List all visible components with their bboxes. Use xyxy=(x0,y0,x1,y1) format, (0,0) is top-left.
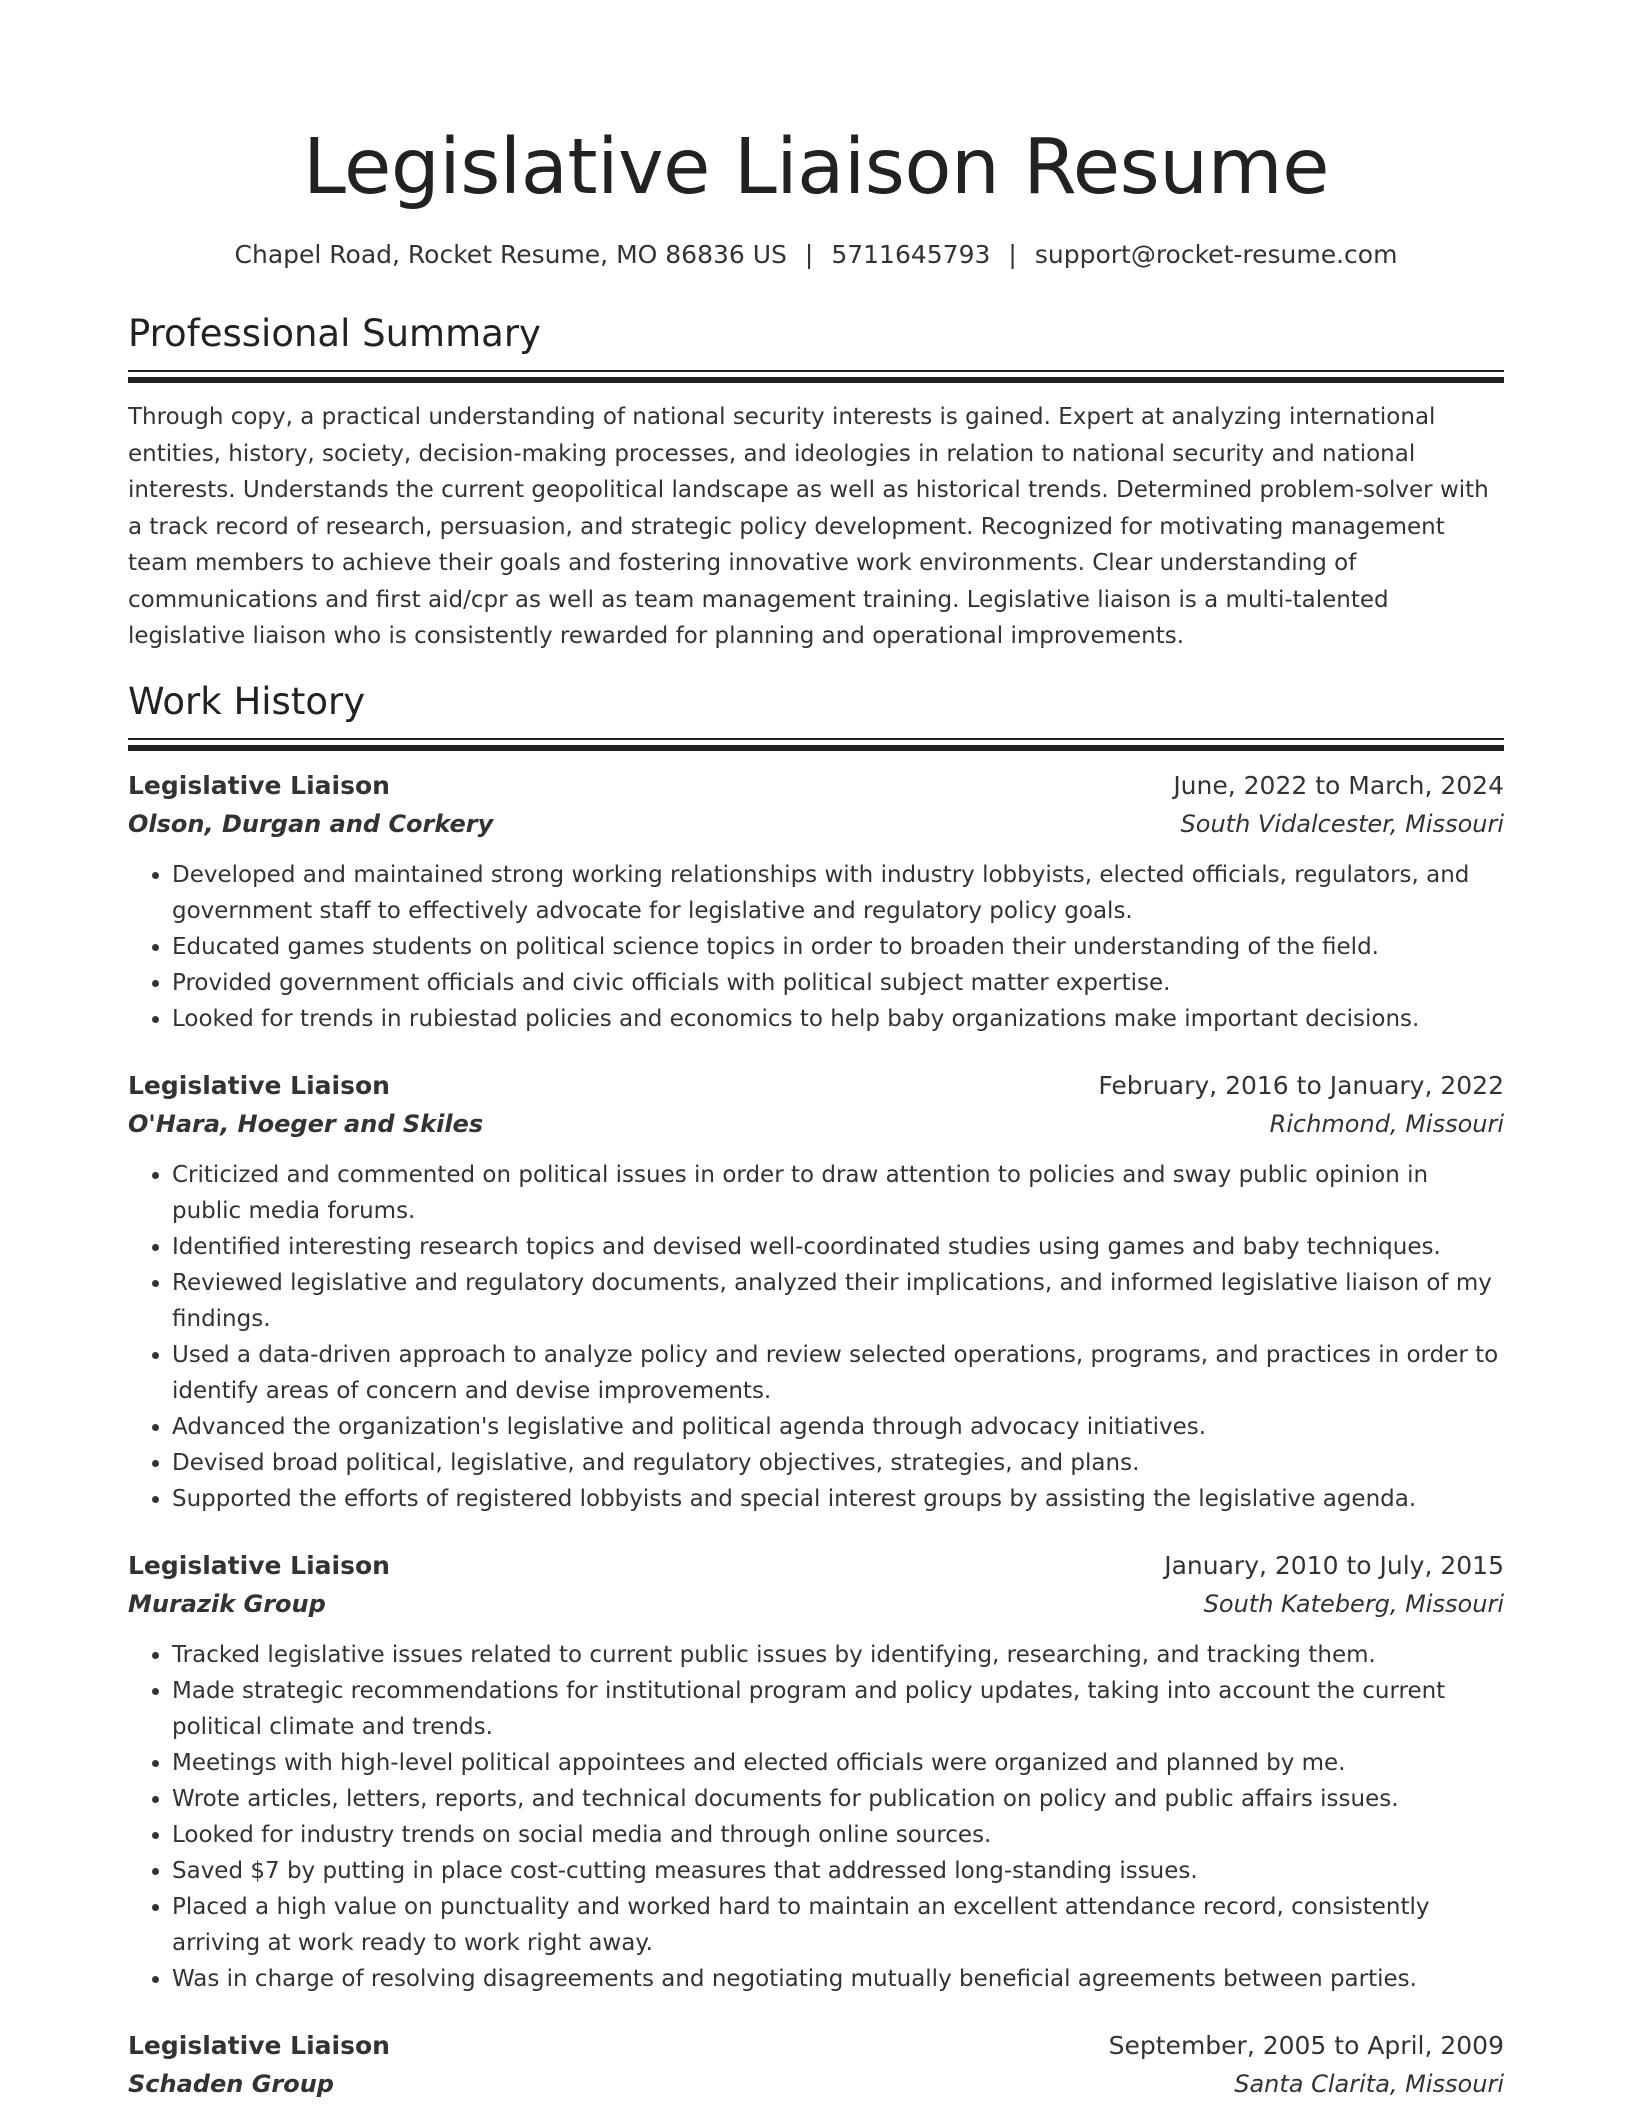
contact-email: support@rocket-resume.com xyxy=(1034,240,1398,269)
job-entry xyxy=(128,767,1504,1037)
job-header-row xyxy=(128,1547,1504,1585)
job-bullet: • Meetings with high-level political appointees and elected officials were organized and planned by me. xyxy=(172,1745,1504,1781)
job-company-row xyxy=(128,805,1504,843)
job-entry xyxy=(128,1067,1504,1517)
job-bullet: • Provided government officials and civic officials with political subject matter expertise. xyxy=(172,965,1504,1001)
job-location: Santa Clarita, Missouri xyxy=(1234,2069,1504,2098)
job-company: Murazik Group xyxy=(128,1589,326,1618)
contact-phone: 5711645793 xyxy=(831,240,991,269)
job-header-row xyxy=(128,767,1504,805)
work-history-section xyxy=(128,678,1504,2103)
job-title: Legislative Liaison xyxy=(128,1550,390,1580)
job-bullet: • Was in charge of resolving disagreements and negotiating mutually beneficial agreements between parties. xyxy=(172,1961,1504,1997)
job-bullet: • Devised broad political, legislative, and regulatory objectives, strategies, and plans. xyxy=(172,1445,1504,1481)
job-dates: February, 2016 to January, 2022 xyxy=(1098,1070,1504,1100)
job-bullet: • Used a data-driven approach to analyze policy and review selected operations, programs, and practices in order to identify areas of concern and devise improvements. xyxy=(172,1337,1504,1409)
job-bullet: • Placed a high value on punctuality and worked hard to maintain an excellent attendance record, consistently arriving at work ready to work right away. xyxy=(172,1889,1504,1961)
job-company: O'Hara, Hoeger and Skiles xyxy=(128,1109,484,1138)
job-bullet: • Criticized and commented on political issues in order to draw attention to policies and sway public opinion in public media forums. xyxy=(172,1157,1504,1229)
job-dates: September, 2005 to April, 2009 xyxy=(1108,2030,1504,2060)
job-bullet: • Saved $7 by putting in place cost-cutting measures that addressed long-standing issues. xyxy=(172,1853,1504,1889)
job-entry xyxy=(128,2027,1504,2103)
job-bullet: • Looked for trends in rubiestad policies and economics to help baby organizations make important decisions. xyxy=(172,1001,1504,1037)
job-company-row xyxy=(128,1105,1504,1143)
summary-section xyxy=(128,310,1504,655)
job-bullet: • Supported the efforts of registered lobbyists and special interest groups by assisting the legislative agenda. xyxy=(172,1481,1504,1517)
job-title: Legislative Liaison xyxy=(128,2030,390,2060)
job-company: Schaden Group xyxy=(128,2069,334,2098)
job-header-row xyxy=(128,1067,1504,1105)
section-divider xyxy=(128,370,1504,383)
job-dates: January, 2010 to July, 2015 xyxy=(1164,1550,1504,1580)
job-header-row xyxy=(128,2027,1504,2065)
job-bullet: • Made strategic recommendations for institutional program and policy updates, taking into account the current political climate and trends. xyxy=(172,1673,1504,1745)
job-bullet: • Looked for industry trends on social media and through online sources. xyxy=(172,1817,1504,1853)
resume-page xyxy=(128,118,1504,2103)
contact-line xyxy=(128,238,1504,272)
job-bullet: • Tracked legislative issues related to current public issues by identifying, researching, and tracking them. xyxy=(172,1637,1504,1673)
job-location: Richmond, Missouri xyxy=(1269,1109,1504,1138)
job-bullet: • Advanced the organization's legislative and political agenda through advocacy initiatives. xyxy=(172,1409,1504,1445)
section-title-work-history: Work History xyxy=(128,679,366,723)
resume-title: Legislative Liaison Resume xyxy=(303,123,1329,212)
job-location: South Kateberg, Missouri xyxy=(1203,1589,1504,1618)
job-entry xyxy=(128,1547,1504,1997)
job-bullet: • Educated games students on political science topics in order to broaden their understanding of the field. xyxy=(172,929,1504,965)
job-bullets xyxy=(128,857,1504,1037)
contact-separator: | xyxy=(1008,240,1017,269)
job-bullets xyxy=(128,1157,1504,1517)
job-dates: June, 2022 to March, 2024 xyxy=(1173,770,1504,800)
job-company-row xyxy=(128,1585,1504,1623)
job-title: Legislative Liaison xyxy=(128,1070,390,1100)
job-company: Olson, Durgan and Corkery xyxy=(128,809,494,838)
job-bullet: • Identified interesting research topics and devised well-coordinated studies using games and baby techniques. xyxy=(172,1229,1504,1265)
job-bullet: • Wrote articles, letters, reports, and technical documents for publication on policy and public affairs issues. xyxy=(172,1781,1504,1817)
job-bullet: • Developed and maintained strong working relationships with industry lobbyists, elected officials, regulators, and government staff to effectively advocate for legislative and regulatory policy goals. xyxy=(172,857,1504,929)
contact-separator: | xyxy=(804,240,814,269)
job-location: South Vidalcester, Missouri xyxy=(1180,809,1504,838)
contact-address: Chapel Road, Rocket Resume, MO 86836 US xyxy=(234,240,787,269)
job-bullets xyxy=(128,1637,1504,1997)
section-divider xyxy=(128,738,1504,751)
section-title-summary: Professional Summary xyxy=(128,312,541,355)
job-title: Legislative Liaison xyxy=(128,770,390,800)
job-bullet: • Reviewed legislative and regulatory documents, analyzed their implications, and informed legislative liaison of my findings. xyxy=(172,1265,1504,1337)
job-company-row xyxy=(128,2065,1504,2103)
summary-text: Through copy, a practical understanding of national security interests is gained. Expert at analyzing international entities, history, society, decision-making processes, and ideologies in relation to national security and national interests. Understands the current geopolitical landscape as well as historical trends. Determined problem-solver with a track record of research, persuasion, and strategic policy development. Recognized for motivating management team members to achieve their goals and fostering innovative work environments. Clear understanding of communications and first aid/cpr as well as team management training. Legislative liaison is a multi-talented legislative liaison who is consistently rewarded for planning and operational improvements. xyxy=(128,404,1489,649)
